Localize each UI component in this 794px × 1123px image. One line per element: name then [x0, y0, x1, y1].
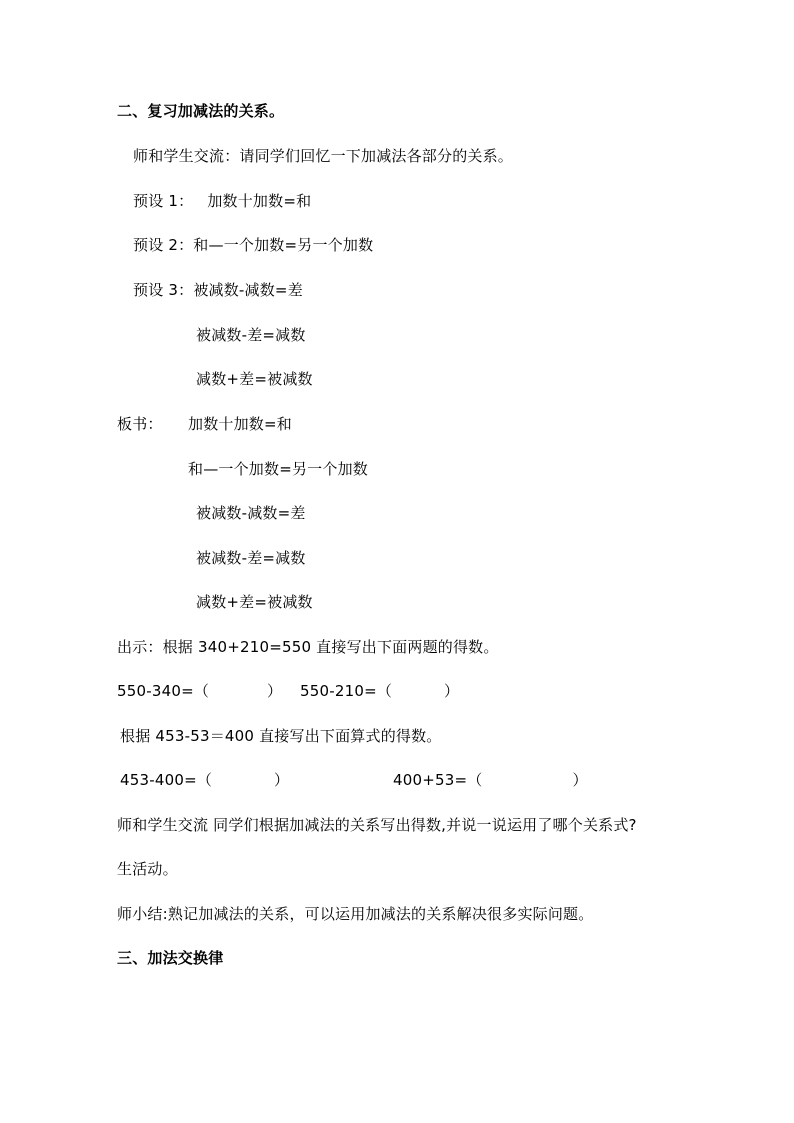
- preset-1-label: 预设 1：: [133, 192, 194, 210]
- exercise-2-prompt: 根据 453-53＝400 直接写出下面算式的得数。: [120, 727, 442, 745]
- preset-1-formula: 加数十加数=和: [207, 192, 312, 210]
- preset-3-formula-1: 被减数-减数=差: [193, 281, 303, 299]
- exercise-1-question-1: 550-340=（ ）: [117, 682, 283, 700]
- board-line-3: 被减数-减数=差: [196, 504, 306, 522]
- section-2-heading: 二、复习加减法的关系。: [117, 102, 285, 120]
- exercise-2-question-2: 400+53=（ ）: [393, 771, 588, 789]
- preset-3-label: 预设 3：: [133, 281, 194, 299]
- section-3-heading: 三、加法交换律: [117, 949, 224, 967]
- exercise-2-question-1: 453-400=（ ）: [120, 771, 290, 789]
- preset-1: [133, 191, 311, 211]
- exercise-1-prompt: 出示：根据 340+210=550 直接写出下面两题的得数。: [117, 638, 499, 656]
- board-line-2: 和—一个加数=另一个加数: [188, 460, 368, 478]
- preset-3-formula-2: 被减数-差=减数: [196, 326, 306, 344]
- board-line-1: 加数十加数=和: [188, 415, 292, 433]
- board-label: 板书：: [117, 415, 163, 433]
- activity-text: 生活动。: [117, 860, 178, 878]
- exercise-1-question-2: 550-210=（ ）: [300, 682, 460, 700]
- board-line-5: 减数+差=被减数: [196, 593, 313, 611]
- preset-3: [133, 280, 303, 300]
- preset-3-formula-3: 减数+差=被减数: [196, 370, 313, 388]
- preset-2: 预设 2：和—一个加数=另一个加数: [133, 236, 374, 254]
- intro-text: 师和学生交流：请同学们回忆一下加减法各部分的关系。: [133, 147, 514, 165]
- summary-text: 师小结:熟记加减法的关系，可以运用加减法的关系解决很多实际问题。: [117, 905, 594, 923]
- discussion-text: 师和学生交流 同学们根据加减法的关系写出得数,并说一说运用了哪个关系式?: [117, 816, 637, 834]
- board-line-4: 被减数-差=减数: [196, 549, 306, 567]
